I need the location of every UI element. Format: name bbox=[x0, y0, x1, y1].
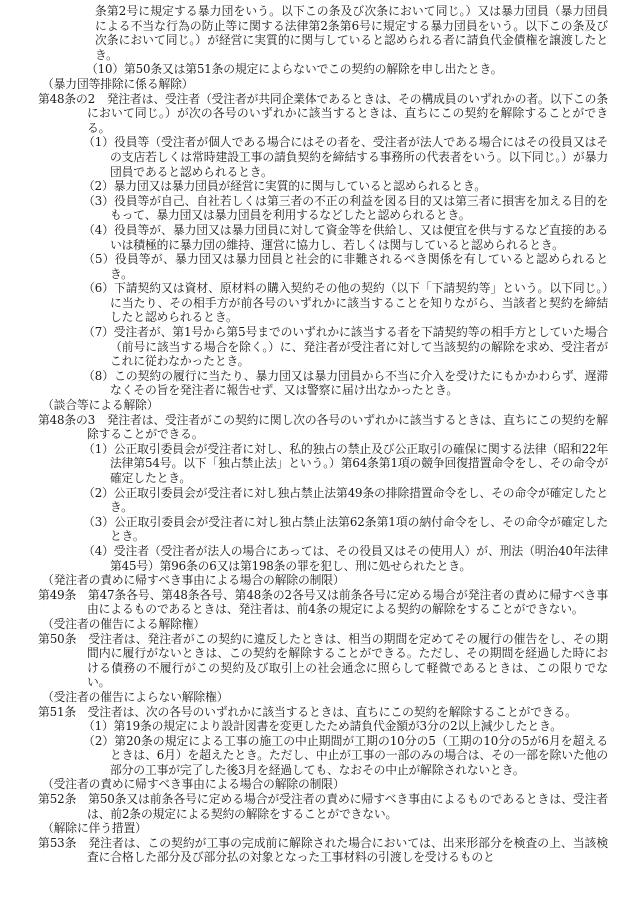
list-item: （6）下請契約又は資材、原材料の購入契約その他の契約（以下「下請契約等」という。以下同じ。）に当たり、その相手方が前各号のいずれかに該当することを知りながら、当該者と契約を締結したと認められるとき。 bbox=[83, 281, 608, 325]
article-52: 第52条 第50条又は前条各号に定める場合が受注者の責めに帰すべき事由によるものであるときは、受注者は、前2条の規定による契約の解除をすることができない。 bbox=[38, 792, 608, 821]
section-heading: （解除に伴う措置） bbox=[42, 821, 147, 836]
list-item: （2）暴力団又は暴力団員が経営に実質的に関与していると認められるとき。 bbox=[83, 179, 486, 194]
article-50: 第50条 受注者は、発注者がこの契約に違反したときは、相当の期間を定めてその履行の催告をし、その期間内に履行がないときは、この契約を解除することができる。ただし、その期間を経過した時における債務の不履行がこの契約及び取引上の社会通念に照らして軽微であるときは、この限りでない。 bbox=[38, 631, 608, 690]
section-heading: （受注者の催告によらない解除権） bbox=[42, 689, 229, 704]
article-49: 第49条 第47条各号、第48条各号、第48条の2各号又は前条各号に定める場合が発注者の責めに帰すべき事由によるものであるときは、発注者は、前4条の規定による契約の解除をすることができない。 bbox=[38, 587, 608, 617]
list-item: （7）受注者が、第1号から第5号までのいずれかに該当する者を下請契約等の相手方としていた場合（前号に該当する場合を除く。）に、発注者が受注者に対して当該契約の解除を求め、受注者がこれに従わなかったとき。 bbox=[83, 325, 608, 369]
section-heading: （談合等による解除） bbox=[42, 398, 159, 413]
paragraph-continuation: 条第2号に規定する暴力団をいう。以下この条及び次条において同じ。）又は暴力団員（暴力団員による不当な行為の防止等に関する法律第2条第6号に規定する暴力団員をいう。以下この条及び次条において同じ。）が経営に実質的に関与していると認められる者に請負代金債権を譲渡したとき。 bbox=[95, 4, 608, 62]
list-item: （5）役員等が、暴力団又は暴力団員と社会的に非難されるべき関係を有していると認められるとき。 bbox=[83, 252, 608, 281]
article-51: 第51条 受注者は、次の各号のいずれかに該当するときは、直ちにこの契約を解除することができる。 bbox=[38, 704, 577, 719]
section-heading: （受注者の責めに帰すべき事由による場合の解除の制限） bbox=[42, 777, 345, 792]
list-item: （10）第50条又は第51条の規定によらないでこの契約の解除を申し出たとき。 bbox=[86, 62, 503, 77]
article-48-3: 第48条の3 発注者は、受注者がこの契約に関し次の各号のいずれかに該当するときは、直ちにこの契約を解除することができる。 bbox=[38, 412, 608, 442]
list-item: （4）受注者（受注者が法人の場合にあっては、その役員又はその使用人）が、刑法（明治40年法律第45号）第96条の6又は第198条の罪を犯し、刑に処せられたとき。 bbox=[83, 543, 608, 573]
list-item: （8）この契約の履行に当たり、暴力団又は暴力団員から不当に介入を受けたにもかかわらず、遅滞なくその旨を発注者に報告せず、又は警察に届け出なかったとき。 bbox=[83, 368, 608, 398]
list-item: （1）公正取引委員会が受注者に対し、私的独占の禁止及び公正取引の確保に関する法律（昭和22年法律第54号。以下「独占禁止法」という。）第64条第1項の競争回復措置命令をし、その命令が確定したとき。 bbox=[83, 441, 608, 485]
section-heading: （受注者の催告による解除権） bbox=[42, 616, 206, 631]
section-heading: （暴力団等排除に係る解除） bbox=[42, 76, 194, 91]
list-item: （3）役員等が自己、自社若しくは第三者の不正の利益を図る目的又は第三者に損害を加える目的をもって、暴力団又は暴力団員を利用するなどしたと認められるとき。 bbox=[83, 193, 608, 223]
list-item: （4）役員等が、暴力団又は暴力団員に対して資金等を供給し、又は便宜を供与するなど直接的あるいは積極的に暴力団の維持、運営に協力し、若しくは関与していると認められるとき。 bbox=[83, 222, 608, 252]
section-heading: （発注者の責めに帰すべき事由による場合の解除の制限） bbox=[42, 573, 345, 588]
list-item: （1）第19条の規定により設計図書を変更したため請負代金額が3分の2以上減少したとき。 bbox=[83, 719, 562, 734]
list-item: （3）公正取引委員会が受注者に対し独占禁止法第62条第1項の納付命令をし、その命令が確定したとき。 bbox=[83, 514, 608, 544]
list-item: （2）第20条の規定による工事の施工の中止期間が工期の10分の5（工期の10分の5が6月を超えるときは、6月）を超えたとき。ただし、中止が工事の一部のみの場合は、その一部を除いた他の部分の工事が完了した後3月を経過しても、なおその中止が解除されないとき。 bbox=[83, 733, 608, 777]
list-item: （1）役員等（受注者が個人である場合にはその者を、受注者が法人である場合にはその役員又はその支店若しくは常時建設工事の請負契約を締結する事務所の代表者をいう。以下同じ。）が暴力団員であると認められるとき。 bbox=[83, 135, 608, 179]
list-item: （2）公正取引委員会が受注者に対し独占禁止法第49条の排除措置命令をし、その命令が確定したとき。 bbox=[83, 485, 608, 515]
article-53: 第53条 発注者は、この契約が工事の完成前に解除された場合においては、出来形部分を検査の上、当該検査に合格した部分及び部分払の対象となった工事材料の引渡しを受けるものと bbox=[38, 835, 608, 865]
article-48-2: 第48条の2 発注者は、受注者（受注者が共同企業体であるときは、その構成員のいずれかの者。以下この条において同じ。）が次の各号のいずれかに該当するときは、直ちにこの契約を解除することができる。 bbox=[38, 91, 608, 135]
